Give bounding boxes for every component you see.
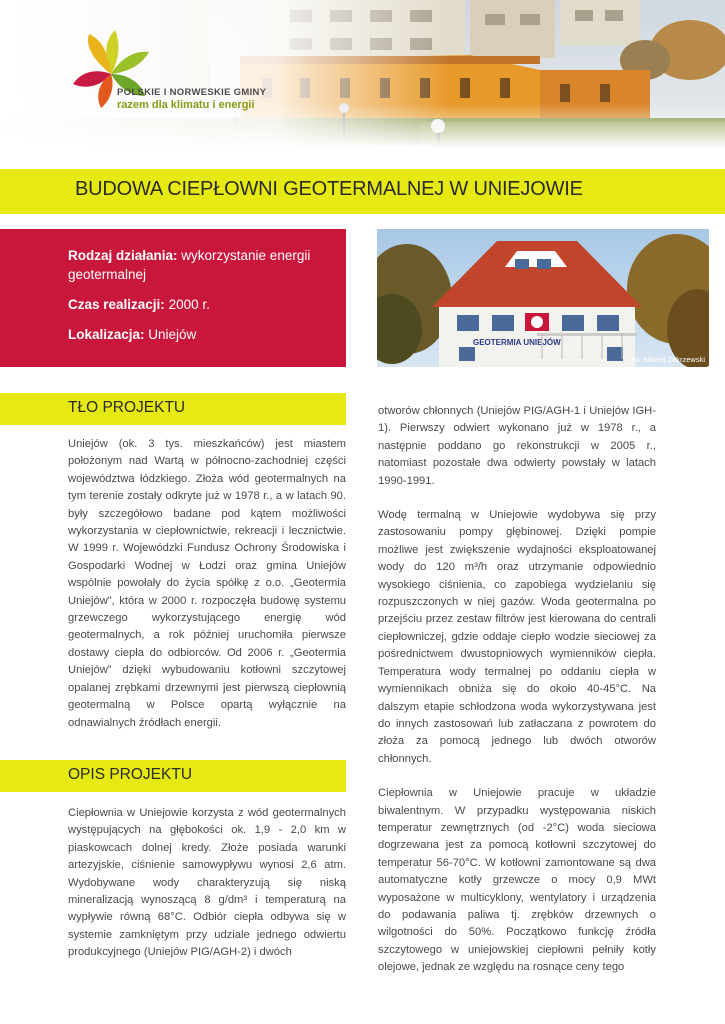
project-location-value: Uniejów [144,327,197,342]
page-title: BUDOWA CIEPŁOWNI GEOTERMALNEJ W UNIEJOWIE [75,178,583,200]
title-band [0,169,725,214]
logo-text-slogan: razem dla klimatu i energii [117,99,255,111]
project-type-value: wykorzystanie energii geotermalnej [68,248,311,282]
right-column [378,403,656,994]
header-photo [0,0,725,148]
paragraph: otworów chłonnych (Uniejów PIG/AGH-1 i Uniejów IGH-1). Pierwszy odwiert wykonano już w 1978 r., a następnie poddano go rekonstrukcji w 2005 r., natomiast pozostałe dwa odwierty powstały w latach 1990-1991. [378,405,656,487]
project-location-label: Lokalizacja: [68,327,145,342]
project-location [68,325,346,344]
paragraph: Ciepłownia w Uniejowie pracuje w układzie biwalentnym. W przypadku występowania niskich temperatur zewnętrznych (od -2°C) woda sieciowa dogrzewana jest za pomocą kotłowni szczytowej do temperatur 56-70°C. W kotłowni zamontowane są dwa automatyczne kotły grzewcze o mocy 0,9 MWt wyposażone w multicyklony, wentylatory i urządzenia do podawania paliwa tj. zrębków drzewnych o wilgotności do 50%. Początkowo funkcję źródła szczytowego w uniejowskiej ciepłowni pełniły kotły olejowe, jednak ze względu na rosnące ceny tego [378,787,656,974]
left-column-top [68,436,346,749]
logo-leaf-icon [66,26,306,126]
project-time-label: Czas realizacji: [68,297,165,312]
section-heading-background [0,393,346,425]
section-title-description: OPIS PROJEKTU [68,766,193,783]
project-time-value: 2000 r. [164,297,210,312]
project-type-label: Rodzaj działania: [68,248,178,263]
project-type [68,246,346,284]
paragraph: Uniejów (ok. 3 tys. mieszkańców) jest miastem położonym nad Wartą w północno-zachodniej części województwa łódzkiego. Złoża wód geotermalnych na tym terenie zostały odkryte już w 1978 r., a w latach 90. były szczegółowo badane pod kątem możliwości wykorzystania w ciepłownictwie, rekreacji i lecznictwie. W 1999 r. Wojewódzki Fundusz Ochrony Środowiska i Gospodarki Wodnej w Łodzi oraz gmina Uniejów wspólnie powołały do życia spółkę z o.o. „Geotermia Uniejów”, która w 2000 r. rozpoczęła budowę systemu grzewczego wykorzystującego energię wód geotermalnych, a rok później uruchomiła pierwsze dostawy ciepła do odbiorców. Od 2006 r. „Geotermia Uniejów” dzięki wybudowaniu kotłowni szczytowej opalanej zrębkami drzewnymi jest pierwszą ciepłownią geotermalną w Polsce opartą wyłącznie na odnawialnych źródłach energii. [68,438,346,729]
section-title-background: TŁO PROJEKTU [68,399,186,416]
building-sign: GEOTERMIA UNIEJÓW [473,338,561,347]
project-info-panel [0,229,346,367]
left-column-bottom [68,805,346,979]
building-photo [377,229,709,367]
building-photo-illustration [377,229,709,367]
section-heading-description [0,760,346,792]
project-time [68,295,346,314]
paragraph: Ciepłownia w Uniejowie korzysta z wód geotermalnych występujących na głębokości ok. 1,9 - 2,0 km w piaskowcach dolnej kredy. Złoże posiada warunki artezyjskie, ciśnienie samowypływu wynosi 2,6 atm. Wydobywane wody charakteryzują się niską mineralizacją wynoszącą 8 g/dm³ i temperaturą na wypływie równą 68°C. Odbiór ciepła odbywa się w systemie zamkniętym przy udziale jednego odwiertu produkcyjnego (Uniejów PIG/AGH-2) i dwóch [68,807,346,959]
logo-text-top: POLSKIE I NORWESKIE GMINY [117,87,267,98]
paragraph: Wodę termalną w Uniejowie wydobywa się przy zastosowaniu pompy głębinowej. Dzięki pompie możliwe jest zwiększenie wydajności eksploatowanej wody do 120 m³/h oraz utrzymanie odpowiednio wysokiego ciśnienia, co zapobiega wydzielaniu się rozpuszczonych w niej gazów. Woda geotermalna po przejściu przez zestaw filtrów jest kierowana do centrali ciepłowniczej, gdzie oddaje ciepło wodzie sieciowej za pośrednictwem dwustopniowych wymienników ciepła. Temperatura wody termalnej po oddaniu ciepła w wymiennikach obniża się do około 40-45°C. Na dalszym etapie schłodzona woda wykorzystywana jest do innych zastosowań lub zatłaczana z powrotem do złoża za pomocą jednego lub dwóch otworów chłonnych. [378,509,656,765]
photo-credit: fot. Maciej Zakrzewski [631,355,705,364]
